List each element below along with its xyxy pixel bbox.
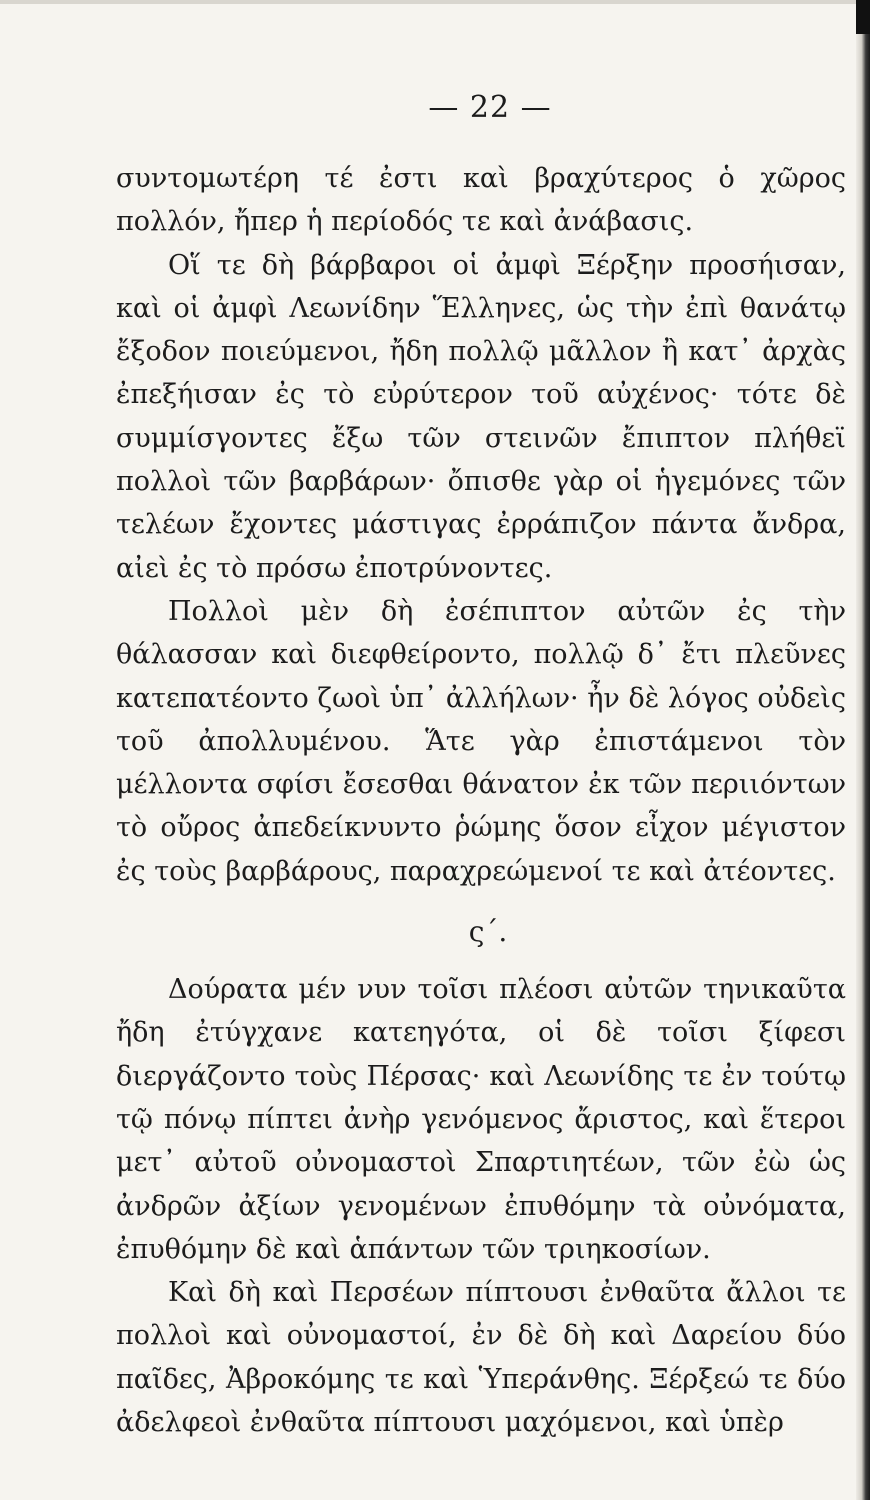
book-page	[116, 90, 846, 1444]
scan-edge-top	[0, 0, 870, 4]
paragraph-4: Δούρατα μέν νυν τοῖσι πλέοσι αὐτῶν τηνικαῦτα ἤδη ἐτύγχανε κατεηγότα, οἱ δὲ τοῖσι ξίφεσι διεργάζοντο τοὺς Πέρσας· καὶ Λεωνίδης τε ἐν τούτῳ τῷ πόνῳ πίπτει ἀνὴρ γενόμενος ἄριστος, καὶ ἕτεροι μετ᾽ αὐτοῦ οὐνομαστοὶ Σπαρτιητέων, τῶν ἐὼ ὡς ἀνδρῶν ἀξίων γενομένων ἐπυθόμην τὰ οὐνόματα, ἐπυθόμην δὲ καὶ ἁπάντων τῶν τριηκοσίων.	[116, 974, 846, 1265]
paragraph-2: Οἵ τε δὴ βάρβαροι οἱ ἀμφὶ Ξέρξην προσήισαν, καὶ οἱ ἀμφὶ Λεωνίδην Ἕλληνες, ὡς τὴν ἐπὶ θανάτῳ ἔξοδον ποιεύμενοι, ἤδη πολλῷ μᾶλλον ἢ κατ᾽ ἀρχὰς ἐπεξήισαν ἐς τὸ εὐρύτερον τοῦ αὐχένος· τότε δὲ συμμίσγοντες ἔξω τῶν στεινῶν ἔπιπτον πλήθεϊ πολλοὶ τῶν βαρβάρων· ὄπισθε γὰρ οἱ ἡγεμόνες τῶν τελέων ἔχοντες μάστιγας ἐρράπιζον πάντα ἄνδρα, αἰεὶ ἐς τὸ πρόσω ἐποτρύνοντες.	[116, 249, 846, 584]
paragraph-3: Πολλοὶ μὲν δὴ ἐσέπιπτον αὐτῶν ἐς τὴν θάλασσαν καὶ διεφθείροντο, πολλῷ δ᾽ ἔτι πλεῦνες κατεπατέοντο ζωοὶ ὑπ᾽ ἀλλήλων· ἦν δὲ λόγος οὐδεὶς τοῦ ἀπολλυμένου. Ἅτε γὰρ ἐπιστάμενοι τὸν μέλλοντα σφίσι ἔσεσθαι θάνατον ἐκ τῶν περιιόντων τὸ οὔρος ἀπεδείκνυντο ῥώμης ὅσον εἶχον μέγιστον ἐς τοὺς βαρβάρους, παραχρεώμενοί τε καὶ ἀτέοντες.	[116, 595, 846, 887]
paragraph-5: Καὶ δὴ καὶ Περσέων πίπτουσι ἐνθαῦτα ἄλλοι τε πολλοὶ καὶ οὐνομαστοί, ἐν δὲ δὴ καὶ Δαρείου δύο παῖδες, Ἀβροκόμης τε καὶ Ὑπεράνθης. Ξέρξεώ τε δύο ἀδελφεοὶ ἐνθαῦτα πίπτουσι μαχόμενοι, καὶ ὑπὲρ	[116, 1277, 846, 1439]
paragraph-continuation: συντομωτέρη τέ ἐστι καὶ βραχύτερος ὁ χῶρος πολλόν, ἤπερ ἡ περίοδός τε καὶ ἀνάβασις.	[116, 163, 846, 238]
page-number: — 22 —	[428, 90, 552, 125]
scan-edge-right	[856, 0, 870, 1500]
section-number: ς΄.	[468, 915, 508, 949]
scan-corner-mark	[856, 0, 870, 34]
